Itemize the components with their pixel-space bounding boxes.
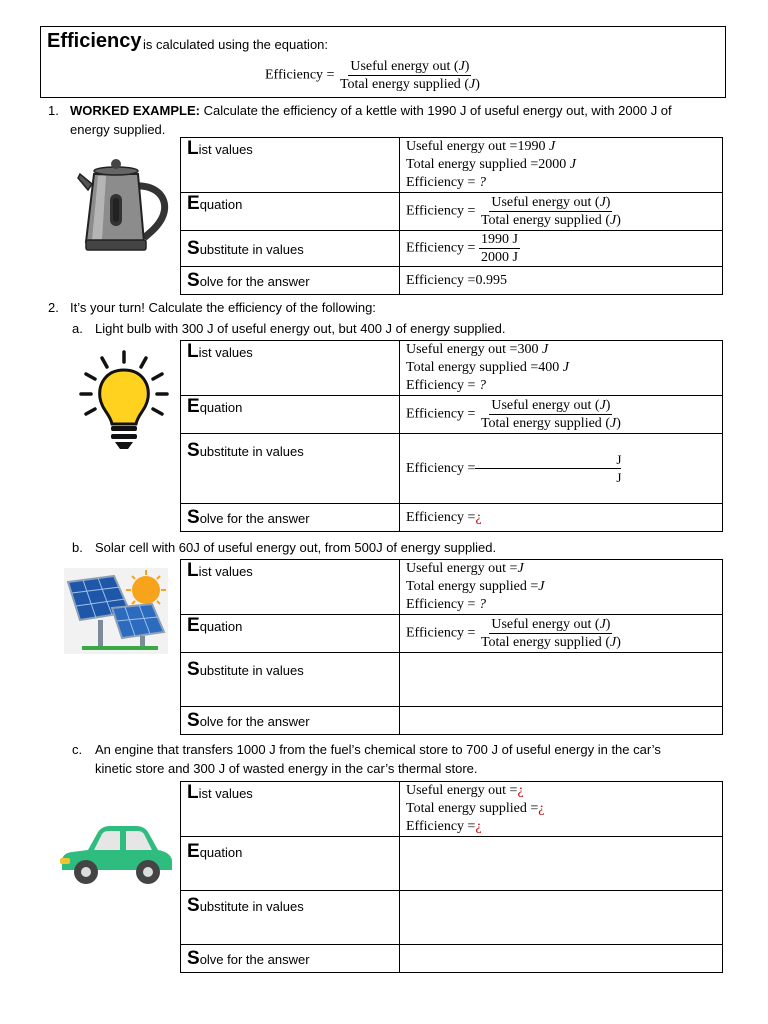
label-rest: quation bbox=[199, 845, 243, 860]
label-initial: S bbox=[187, 659, 200, 680]
label-rest: ist values bbox=[198, 786, 253, 801]
equation-cell: Efficiency = $\frac{\text{Useful energy out (J)}}{\text{Total energy supplied (J)}}$ bbox=[400, 396, 723, 434]
label-rest: quation bbox=[199, 619, 243, 634]
fraction-denominator: Total energy supplied bbox=[480, 635, 602, 650]
kettle-icon bbox=[72, 156, 172, 256]
list-values-cell bbox=[400, 341, 723, 396]
solar-cell-table bbox=[180, 559, 723, 735]
question-1-line2: energy supplied. bbox=[70, 122, 166, 137]
label-initial: E bbox=[187, 615, 200, 636]
fraction-numerator: Useful energy out bbox=[491, 617, 592, 632]
page-title: Efficiency bbox=[47, 30, 142, 52]
question-2b-text: Solar cell with 60J of useful energy out, from 500J of energy supplied. bbox=[95, 540, 497, 555]
answer-value: 0.995 bbox=[475, 272, 507, 288]
substitute-cell[interactable] bbox=[400, 891, 723, 945]
equation-label bbox=[181, 837, 400, 891]
list-values-label bbox=[181, 560, 400, 615]
label-rest: olve for the answer bbox=[199, 713, 310, 729]
substitute-cell bbox=[400, 231, 723, 267]
question-2-text: It’s your turn! Calculate the efficiency of the following: bbox=[70, 300, 376, 315]
question-2c-text bbox=[95, 740, 735, 778]
denominator-unit: J bbox=[616, 470, 622, 485]
blank-fraction bbox=[475, 451, 621, 486]
equation-cell: Efficiency = $\frac{\text{Useful energy out (J)}}{\text{Total energy supplied (J)}}$ bbox=[400, 193, 723, 231]
efficiency-prefix: Efficiency = bbox=[406, 203, 476, 219]
equation-numerator: Useful energy out bbox=[350, 59, 451, 74]
solar-panel-icon bbox=[64, 568, 168, 654]
worked-example-table bbox=[180, 137, 723, 295]
label-rest: quation bbox=[199, 400, 243, 415]
fraction-denominator: Total energy supplied bbox=[480, 416, 602, 431]
question-number: 1. bbox=[48, 103, 59, 118]
list-values-cell bbox=[400, 560, 723, 615]
engine-table bbox=[180, 781, 723, 973]
list-values-label bbox=[181, 138, 400, 193]
unit-label: J bbox=[609, 635, 617, 650]
fraction-numerator: Useful energy out bbox=[491, 398, 592, 413]
label-initial: E bbox=[187, 841, 200, 862]
label-rest: quation bbox=[199, 197, 243, 212]
worked-example-label: WORKED EXAMPLE: bbox=[70, 103, 200, 118]
unit-label: J bbox=[538, 579, 545, 594]
question-2a-text: Light bulb with 300 J of useful energy out, but 400 J of energy supplied. bbox=[95, 321, 506, 336]
unknown-mark: ? bbox=[478, 378, 486, 393]
label-initial: S bbox=[187, 506, 200, 528]
sub-question-letter: a. bbox=[72, 321, 83, 336]
substitute-label bbox=[181, 231, 400, 267]
unit-label: J bbox=[599, 195, 606, 210]
label-initial: L bbox=[187, 341, 199, 362]
question-1-line1: Calculate the efficiency of a kettle with 1990 J of useful energy out, with 2000 J of bbox=[200, 103, 672, 118]
unit-label: J bbox=[517, 561, 524, 576]
efficiency-prefix: Efficiency = bbox=[406, 509, 476, 525]
useful-prefix: Useful energy out = bbox=[406, 783, 518, 798]
efficiency-prefix: Efficiency = bbox=[406, 240, 476, 256]
list-values-label bbox=[181, 341, 400, 396]
unit-label: J bbox=[599, 617, 606, 632]
question-2c-line2: kinetic store and 300 J of wasted energy in the car’s thermal store. bbox=[95, 761, 478, 776]
unit-label: J bbox=[609, 416, 617, 431]
equation-cell: Efficiency = $\frac{\text{Useful energy out (J)}}{\text{Total energy supplied (J)}}$ bbox=[400, 615, 723, 653]
label-initial: S bbox=[187, 895, 200, 916]
unit-label: J bbox=[609, 213, 617, 228]
label-initial: S bbox=[187, 440, 200, 461]
missing-value-mark: ¿ bbox=[517, 783, 524, 798]
useful-value: 1990 bbox=[517, 139, 546, 154]
equation-cell[interactable] bbox=[400, 837, 723, 891]
solve-cell[interactable] bbox=[400, 707, 723, 735]
efficiency-prefix: Efficiency = bbox=[406, 597, 476, 612]
solve-label bbox=[181, 267, 400, 295]
substitute-cell[interactable] bbox=[400, 653, 723, 707]
total-value: 2000 bbox=[538, 157, 567, 172]
solve-cell bbox=[400, 267, 723, 295]
unknown-mark: ? bbox=[478, 597, 486, 612]
unit-label: J bbox=[569, 157, 576, 172]
label-rest: olve for the answer bbox=[199, 951, 310, 967]
useful-prefix: Useful energy out = bbox=[406, 139, 518, 154]
label-rest: ist values bbox=[198, 345, 253, 360]
substitute-cell bbox=[400, 434, 723, 504]
efficiency-prefix: Efficiency = bbox=[406, 406, 476, 422]
label-rest: ubstitute in values bbox=[199, 663, 304, 678]
substitute-label bbox=[181, 434, 400, 504]
total-prefix: Total energy supplied = bbox=[406, 801, 539, 816]
label-initial: S bbox=[187, 709, 200, 731]
question-2c-line1: An engine that transfers 1000 J from the fuel’s chemical store to 700 J of useful energy in the car’s bbox=[95, 742, 661, 757]
equation-denominator: Total energy supplied bbox=[339, 77, 461, 92]
efficiency-prefix: Efficiency = bbox=[406, 625, 476, 641]
substitute-label bbox=[181, 891, 400, 945]
efficiency-equation: Efficiency = $\frac{\text{Useful energy out (J)}}{\text{Total energy supplied (J)}}$ bbox=[265, 59, 480, 92]
efficiency-prefix: Efficiency = bbox=[406, 272, 476, 288]
unit-label: J bbox=[562, 360, 569, 375]
substitute-label bbox=[181, 653, 400, 707]
equation-label bbox=[181, 396, 400, 434]
list-values-label bbox=[181, 782, 400, 837]
missing-value-mark: ¿ bbox=[475, 819, 482, 834]
label-rest: ubstitute in values bbox=[199, 241, 304, 257]
light-bulb-icon bbox=[76, 348, 172, 454]
fraction-denominator: Total energy supplied bbox=[480, 213, 602, 228]
label-initial: L bbox=[187, 782, 199, 803]
equation-label bbox=[181, 615, 400, 653]
label-rest: ubstitute in values bbox=[199, 444, 304, 459]
fraction-numerator: Useful energy out bbox=[491, 195, 592, 210]
total-prefix: Total energy supplied = bbox=[406, 157, 539, 172]
unit-label: J bbox=[468, 77, 476, 92]
unit-label: J bbox=[599, 398, 606, 413]
list-values-cell bbox=[400, 138, 723, 193]
useful-prefix: Useful energy out = bbox=[406, 342, 518, 357]
equation-label bbox=[181, 193, 400, 231]
label-initial: E bbox=[187, 396, 200, 417]
useful-value: 300 bbox=[517, 342, 539, 357]
unit-label: J bbox=[548, 139, 556, 154]
missing-value-mark: ¿ bbox=[538, 801, 545, 816]
car-icon bbox=[58, 822, 176, 888]
list-values-cell bbox=[400, 782, 723, 837]
solve-label bbox=[181, 504, 400, 532]
sub-question-letter: c. bbox=[72, 742, 83, 757]
missing-value-mark: ¿ bbox=[475, 509, 482, 525]
unit-label: J bbox=[458, 59, 465, 74]
label-rest: ist values bbox=[198, 142, 253, 157]
solve-cell[interactable] bbox=[400, 945, 723, 973]
efficiency-prefix: Efficiency = bbox=[406, 460, 476, 476]
question-number: 2. bbox=[48, 300, 59, 315]
label-initial: E bbox=[187, 193, 200, 214]
unit-label: J bbox=[541, 342, 549, 357]
label-initial: L bbox=[187, 138, 199, 159]
label-rest: olve for the answer bbox=[199, 273, 310, 289]
fraction-denominator: 2000 J bbox=[480, 250, 518, 265]
label-rest: ubstitute in values bbox=[199, 899, 304, 914]
total-prefix: Total energy supplied = bbox=[406, 360, 539, 375]
label-rest: olve for the answer bbox=[199, 510, 310, 526]
label-initial: S bbox=[187, 237, 200, 259]
label-rest: ist values bbox=[198, 564, 253, 579]
total-value: 400 bbox=[538, 360, 560, 375]
useful-prefix: Useful energy out = bbox=[406, 561, 518, 576]
solve-cell bbox=[400, 504, 723, 532]
label-initial: S bbox=[187, 269, 200, 291]
efficiency-prefix: Efficiency = bbox=[406, 378, 476, 393]
sub-question-letter: b. bbox=[72, 540, 83, 555]
light-bulb-table bbox=[180, 340, 723, 532]
equation-lhs: Efficiency = bbox=[265, 67, 335, 83]
label-initial: S bbox=[187, 947, 200, 969]
solve-label bbox=[181, 945, 400, 973]
numerator-unit: J bbox=[475, 451, 621, 469]
total-prefix: Total energy supplied = bbox=[406, 579, 539, 594]
label-initial: L bbox=[187, 560, 199, 581]
efficiency-prefix: Efficiency = bbox=[406, 819, 476, 834]
solve-label bbox=[181, 707, 400, 735]
question-1-text bbox=[70, 101, 730, 139]
page-subtitle: is calculated using the equation: bbox=[143, 37, 329, 52]
unknown-mark: ? bbox=[478, 175, 486, 190]
fraction-numerator: 1990 J bbox=[480, 232, 518, 247]
efficiency-prefix: Efficiency = bbox=[406, 175, 476, 190]
